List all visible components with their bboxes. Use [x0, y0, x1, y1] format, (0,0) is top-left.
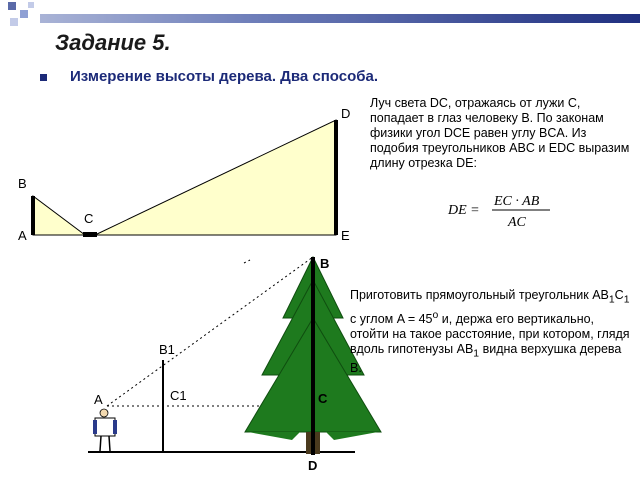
person-head [100, 409, 108, 417]
formula [447, 194, 550, 230]
person-body [95, 418, 115, 436]
tree-skirt-right [326, 432, 378, 440]
label-c2: C [318, 391, 328, 406]
label-b1: B1 [159, 342, 175, 357]
formula-lhs: DE = [448, 203, 480, 218]
method2-text-part: с углом A = 45 [350, 311, 433, 326]
sight-line-extension [244, 260, 250, 263]
triangle-edc [95, 120, 336, 235]
subscript: 1 [623, 294, 630, 306]
slide-title: Задание 5. [55, 30, 171, 55]
label-d: D [341, 106, 351, 121]
degree-mark: о [432, 309, 439, 321]
person-leg-left [100, 436, 101, 451]
method2-text-part: видна верхушка дерева B. [350, 341, 622, 376]
person-arm-left [93, 420, 97, 434]
formula-numerator: EC · AB [494, 194, 540, 209]
label-b: B [18, 176, 27, 191]
person-leg-right [109, 436, 110, 451]
method1-description: Луч света DC, отражаясь от лужи C, попадает в глаз человеку B. По законам физики угол DCE равен углу BCA. Из подобия треугольников ABC и EDC выразим длину отрезка DE: [370, 96, 630, 170]
formula-denominator: AC [508, 215, 526, 230]
label-a2: A [94, 392, 103, 407]
puddle-c [83, 232, 97, 237]
method2-text-part: C [614, 288, 624, 302]
slide-subtitle: Измерение высоты дерева. Два способа. [70, 68, 379, 85]
method2-text-part: Приготовить прямоугольный треугольник AB [350, 288, 609, 302]
label-b2: B [320, 256, 330, 271]
triangle-abc [33, 196, 85, 235]
person-arm-right [113, 420, 117, 434]
subscript: 1 [473, 348, 480, 360]
tree-diagram [88, 256, 381, 473]
method2-text-part: и, держа его вертикально, отойти на такое расстояние, при котором, глядя вдоль гипотенузы AB [350, 311, 630, 356]
label-c: C [84, 211, 94, 226]
tree-skirt-left [248, 432, 300, 440]
label-d2: D [308, 458, 318, 473]
subscript: 1 [608, 294, 615, 306]
label-a: A [18, 228, 27, 243]
method2-description [350, 288, 635, 376]
person-figure [93, 409, 117, 451]
label-e: E [341, 228, 350, 243]
label-c1: C1 [170, 388, 187, 403]
reflection-diagram [18, 106, 350, 243]
